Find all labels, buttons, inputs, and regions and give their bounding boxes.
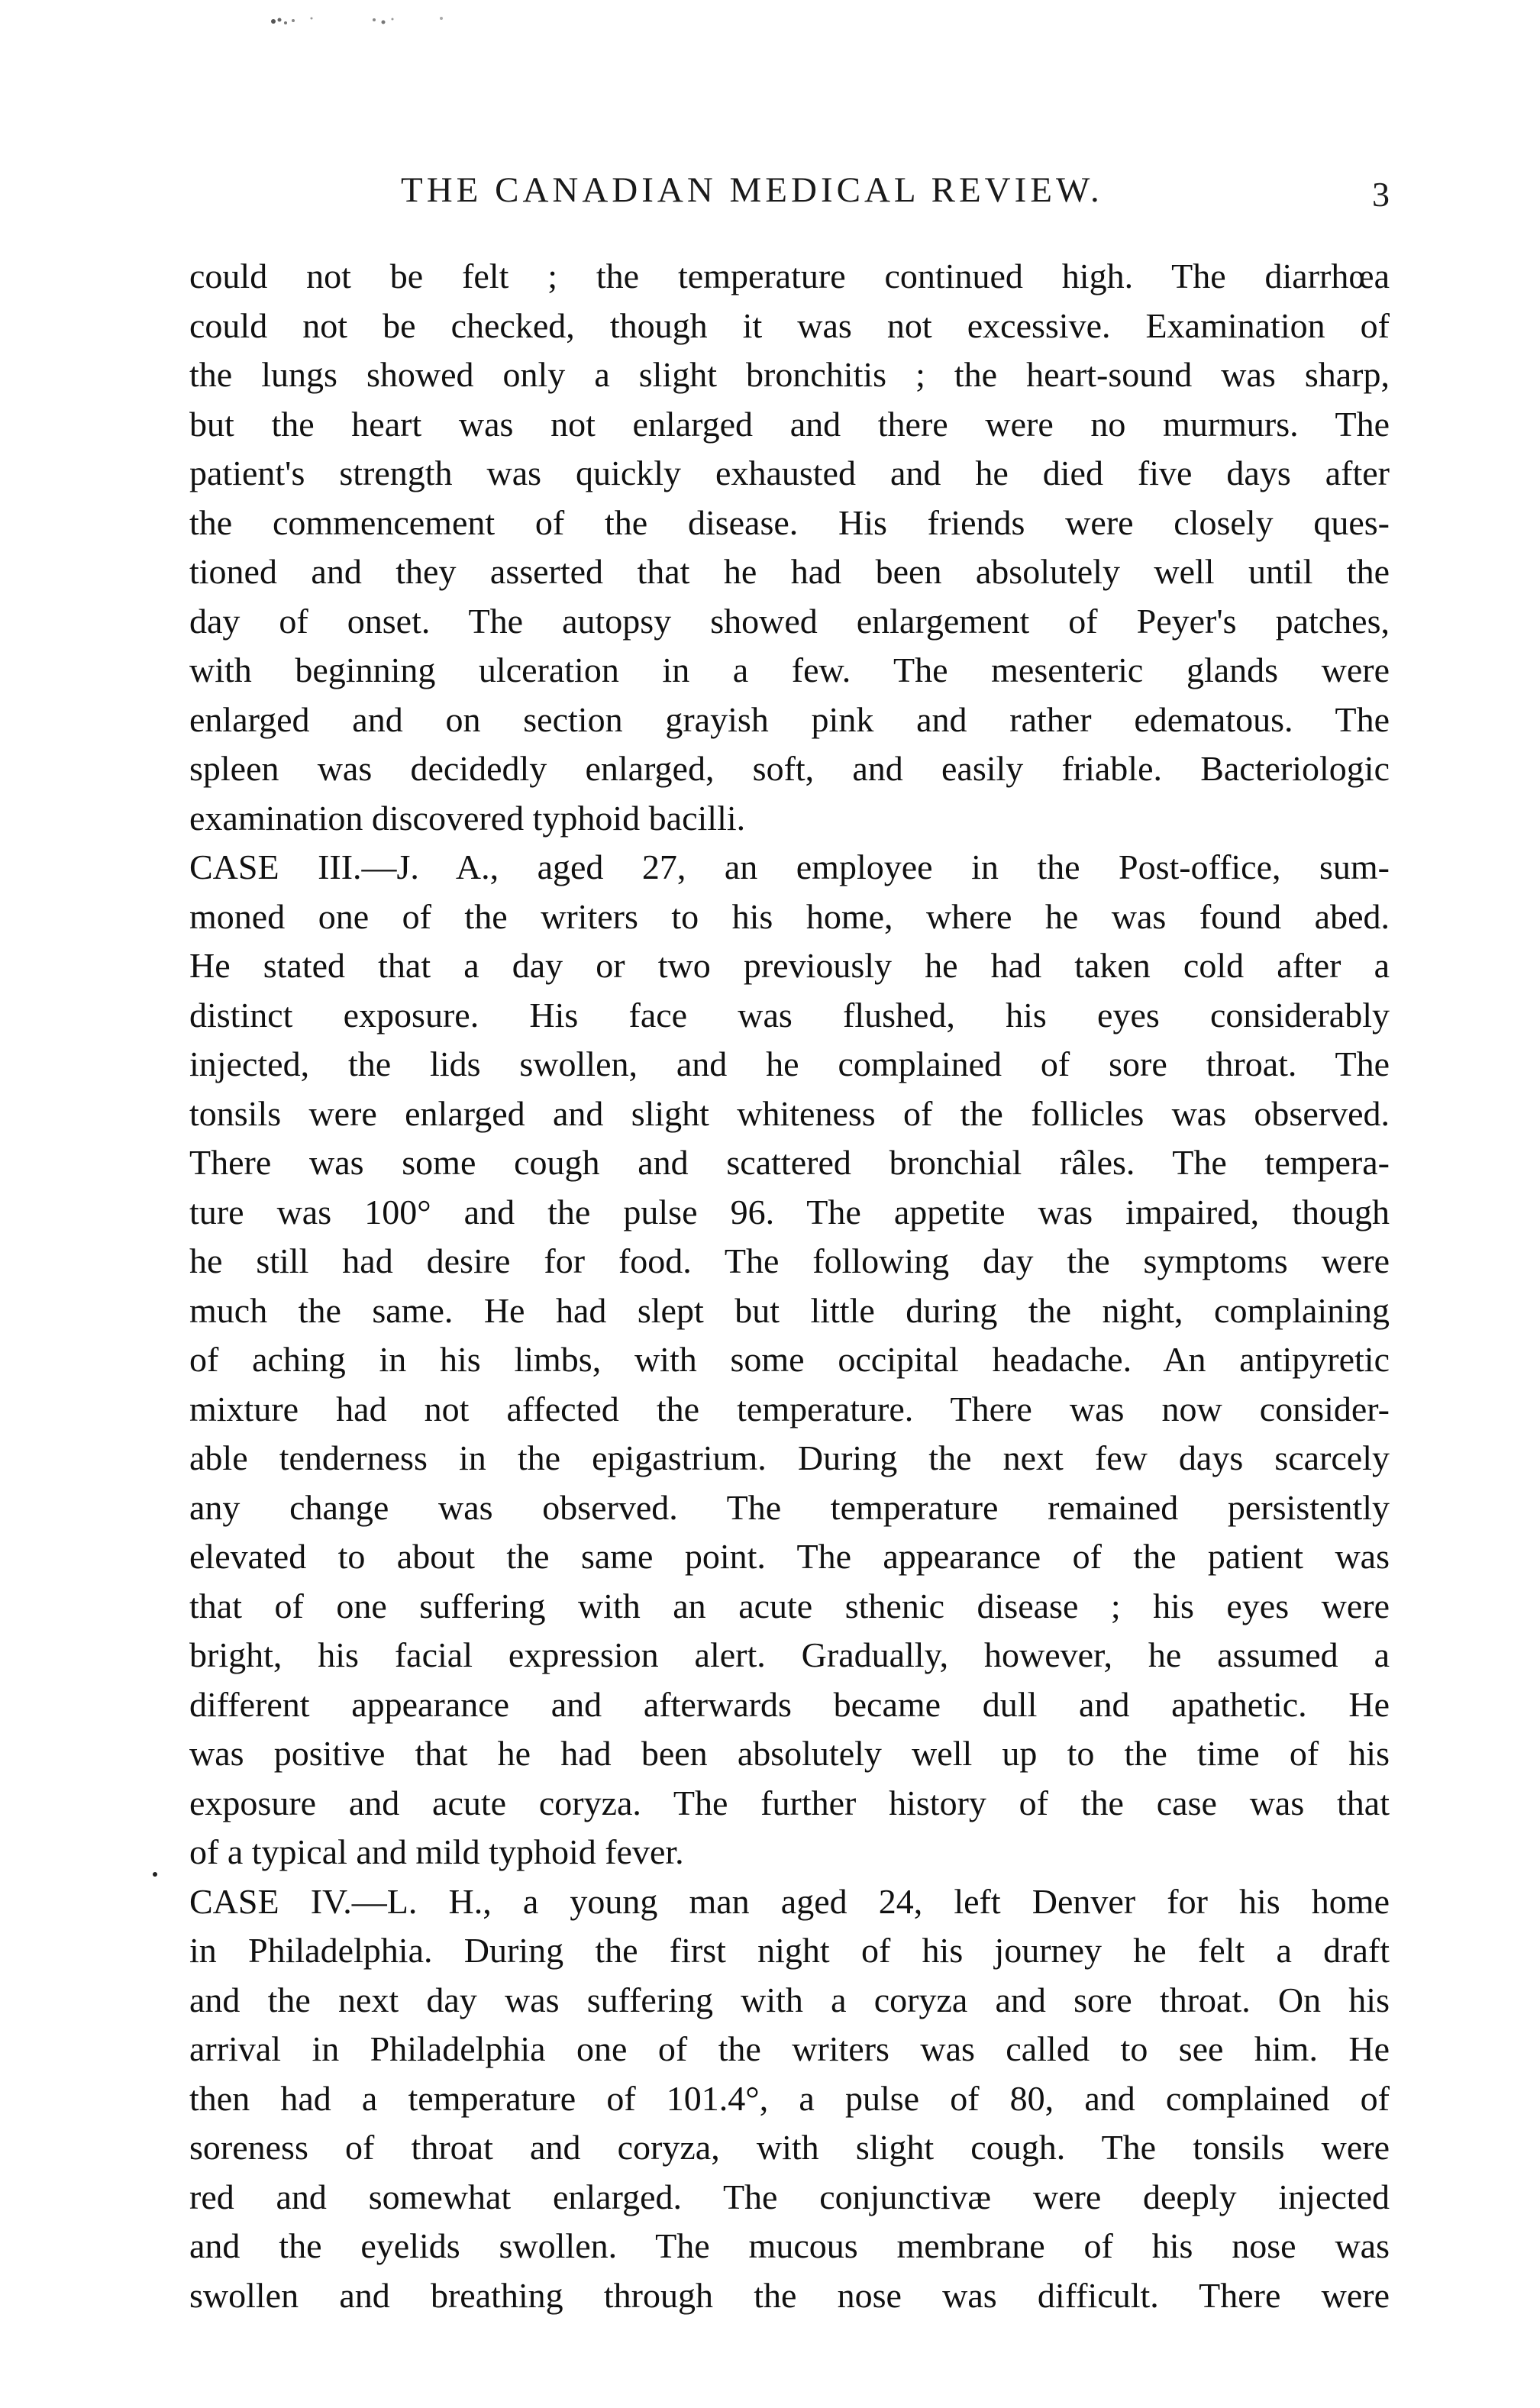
running-title: THE CANADIAN MEDICAL REVIEW. (401, 170, 1103, 210)
page-number: 3 (1372, 175, 1390, 214)
text-line: any change was observed. The temperature remained persistently (189, 1487, 1390, 1527)
text-line: red and somewhat enlarged. The conjunctivæ were deeply injected (189, 2177, 1390, 2216)
text-line: elevated to about the same point. The appearance of the patient was (189, 1537, 1390, 1576)
text-line: enlarged and on section grayish pink and rather edematous. The (189, 699, 1390, 739)
text-line: There was some cough and scattered bronchial râles. The tempera- (189, 1143, 1390, 1182)
text-line: spleen was decidedly enlarged, soft, and easily friable. Bacteriologic (189, 749, 1390, 788)
text-line: moned one of the writers to his home, where he was found abed. (189, 896, 1390, 936)
text-line: examination discovered typhoid bacilli. (189, 798, 746, 838)
text-line: of aching in his limbs, with some occipital headache. An antipyretic (189, 1340, 1390, 1379)
text-line: mixture had not affected the temperature. There was now consider- (189, 1389, 1390, 1428)
text-line: could not be felt ; the temperature continued high. The diarrhœa (189, 257, 1390, 295)
text-line: and the eyelids swollen. The mucous membrane of his nose was (189, 2226, 1390, 2265)
margin-mark (153, 1872, 157, 1877)
text-line: but the heart was not enlarged and there were no murmurs. The (189, 404, 1390, 444)
text-line: different appearance and afterwards became dull and apathetic. He (189, 1684, 1390, 1724)
text-line: swollen and breathing through the nose was difficult. There were (189, 2275, 1390, 2315)
text-line: bright, his facial expression alert. Gradually, however, he assumed a (189, 1635, 1390, 1674)
text-line: day of onset. The autopsy showed enlargement of Peyer's patches, (189, 601, 1390, 641)
running-head (187, 169, 1390, 223)
text-line: then had a temperature of 101.4°, a pulse of 80, and complained of (189, 2078, 1390, 2118)
text-line: that of one suffering with an acute sthenic disease ; his eyes were (189, 1586, 1390, 1625)
text-line: soreness of throat and coryza, with slight cough. The tonsils were (189, 2128, 1390, 2167)
text-line: ture was 100° and the pulse 96. The appetite was impaired, though (189, 1192, 1390, 1231)
text-line: distinct exposure. His face was flushed, his eyes considerably (189, 995, 1390, 1035)
text-line: much the same. He had slept but little during the night, complaining (189, 1290, 1390, 1330)
text-line: CASE IV.—L. H., a young man aged 24, left Denver for his home (189, 1881, 1390, 1921)
text-line: tonsils were enlarged and slight whiteness of the follicles was observed. (189, 1093, 1390, 1133)
text-line: was positive that he had been absolutely well up to the time of his (189, 1734, 1390, 1773)
text-line: the lungs showed only a slight bronchitis ; the heart-sound was sharp, (189, 355, 1390, 394)
text-line: able tenderness in the epigastrium. During the next few days scarcely (189, 1438, 1390, 1477)
text-line: arrival in Philadelphia one of the writers was called to see him. He (189, 2029, 1390, 2068)
text-line: with beginning ulceration in a few. The mesenteric glands were (189, 650, 1390, 689)
body-text (189, 252, 1390, 2320)
text-line: tioned and they asserted that he had been absolutely well until the (189, 552, 1390, 591)
text-line: he still had desire for food. The following day the symptoms were (189, 1241, 1390, 1280)
text-line: exposure and acute coryza. The further history of the case was that (189, 1783, 1390, 1822)
text-line: in Philadelphia. During the first night of his journey he felt a draft (189, 1931, 1390, 1970)
text-line: and the next day was suffering with a coryza and sore throat. On his (189, 1980, 1390, 2019)
scan-specks (267, 11, 466, 34)
text-line: He stated that a day or two previously he had taken cold after a (189, 946, 1390, 985)
text-line: patient's strength was quickly exhausted and he died five days after (189, 454, 1390, 492)
text-line: the commencement of the disease. His friends were closely ques- (189, 502, 1390, 542)
text-line: CASE III.—J. A., aged 27, an employee in the Post-office, sum- (189, 847, 1390, 886)
text-line: injected, the lids swollen, and he complained of sore throat. The (189, 1044, 1390, 1083)
text-line: could not be checked, though it was not excessive. Examination of (189, 305, 1390, 345)
text-line: of a typical and mild typhoid fever. (189, 1832, 684, 1871)
